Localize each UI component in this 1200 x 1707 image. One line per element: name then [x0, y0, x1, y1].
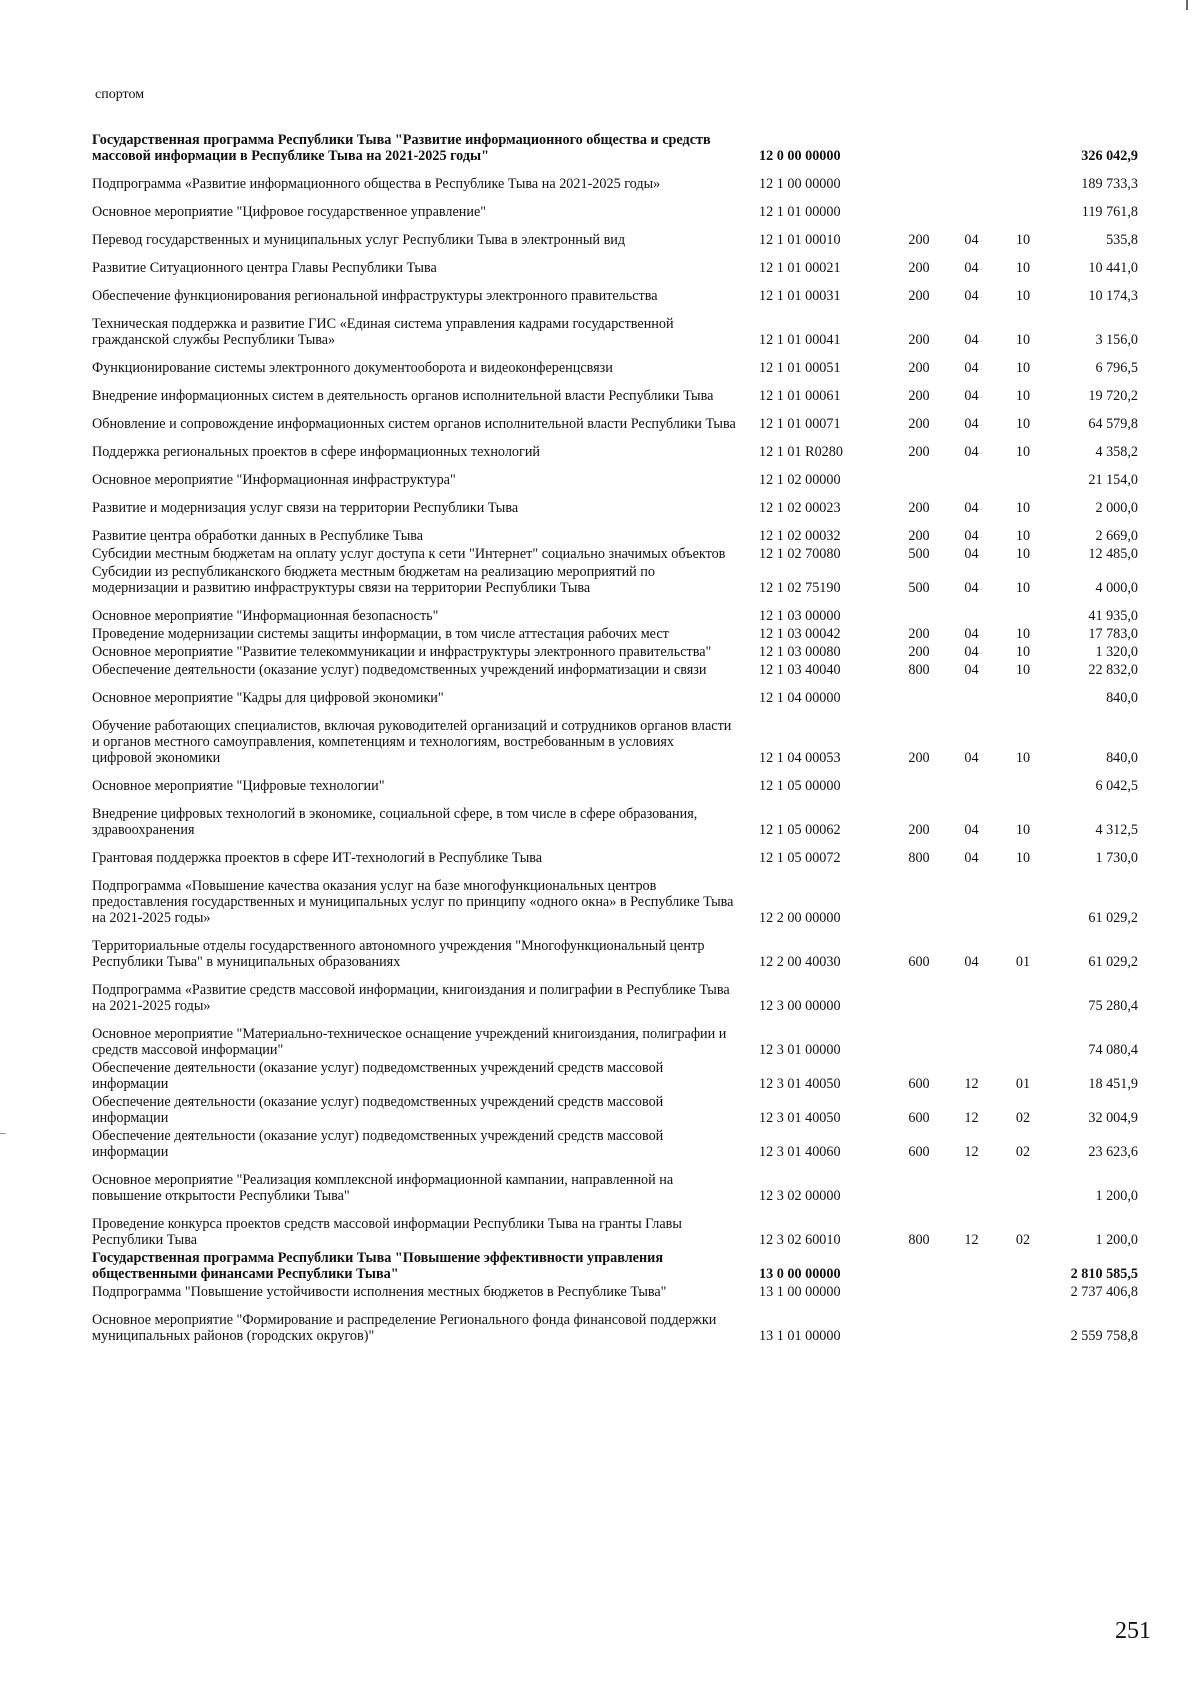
- row-name: Основное мероприятие "Информационная безопасность": [92, 608, 439, 624]
- row-expense-type-code: 200: [908, 332, 930, 348]
- row-target-article-code: 12 1 03 00000: [759, 608, 841, 624]
- row-section-code: 04: [964, 232, 979, 248]
- row-amount: 2 737 406,8: [1070, 1284, 1138, 1300]
- budget-table-body: [92, 132, 1140, 1356]
- table-row: [92, 1026, 1140, 1060]
- row-amount: 2 810 585,5: [1070, 1266, 1138, 1282]
- row-subsection-code: 10: [1015, 580, 1031, 596]
- row-name: Субсидии местным бюджетам на оплату услуг доступа к сети "Интернет" социально значимых объектов: [92, 546, 726, 562]
- row-target-article-code: 12 1 03 00042: [759, 626, 841, 642]
- row-section-code: [944, 982, 999, 1026]
- row-amount: 189 733,3: [1081, 176, 1138, 192]
- row-expense-type-code: [894, 1172, 944, 1216]
- row-amount: 4 312,5: [1095, 822, 1138, 838]
- row-amount: 22 832,0: [1088, 662, 1138, 678]
- row-subsection-code: 01: [1015, 1076, 1031, 1092]
- table-row: [92, 444, 1140, 472]
- row-section-code: 12: [964, 1144, 979, 1160]
- row-target-article-code: 12 1 04 00053: [759, 750, 841, 766]
- row-subsection-code: 10: [1015, 822, 1031, 838]
- table-row: [92, 1312, 1140, 1356]
- row-expense-type-code: [894, 176, 944, 204]
- row-subsection-code: [999, 878, 1047, 938]
- row-subsection-code: 10: [1015, 644, 1031, 660]
- row-section-code: 04: [964, 822, 979, 838]
- row-section-code: 12: [964, 1110, 979, 1126]
- row-amount: 1 200,0: [1095, 1232, 1138, 1248]
- row-subsection-code: 10: [1015, 388, 1031, 404]
- table-row: [92, 564, 1140, 608]
- row-subsection-code: 10: [1015, 626, 1031, 642]
- row-target-article-code: 13 1 01 00000: [759, 1328, 841, 1344]
- row-subsection-code: 10: [1015, 444, 1031, 460]
- row-name: Основное мероприятие "Формирование и распределение Регионального фонда финансовой поддержки муниципальных районов (городских округов)": [92, 1312, 717, 1344]
- row-target-article-code: 12 1 00 00000: [759, 176, 841, 192]
- row-section-code: [944, 878, 999, 938]
- row-expense-type-code: [894, 878, 944, 938]
- row-name: Грантовая поддержка проектов в сфере ИТ-технологий в Республике Тыва: [92, 850, 543, 866]
- table-row: [92, 718, 1140, 778]
- row-subsection-code: 02: [1015, 1110, 1031, 1126]
- row-section-code: 04: [964, 388, 979, 404]
- row-expense-type-code: [894, 472, 944, 500]
- row-amount: 1 200,0: [1095, 1188, 1138, 1204]
- row-section-code: [944, 690, 999, 718]
- row-target-article-code: 13 1 00 00000: [759, 1284, 841, 1300]
- row-section-code: 04: [964, 288, 979, 304]
- row-name: Подпрограмма "Повышение устойчивости исполнения местных бюджетов в Республике Тыва": [92, 1284, 667, 1300]
- table-row: [92, 690, 1140, 718]
- row-expense-type-code: 200: [908, 750, 930, 766]
- row-expense-type-code: 200: [908, 444, 930, 460]
- row-subsection-code: 10: [1015, 288, 1031, 304]
- row-amount: 61 029,2: [1088, 954, 1138, 970]
- table-row: [92, 1284, 1140, 1312]
- row-section-code: [944, 472, 999, 500]
- row-amount: 840,0: [1106, 690, 1138, 706]
- row-target-article-code: 12 1 02 75190: [759, 580, 841, 596]
- row-name: Основное мероприятие "Развитие телекоммуникации и инфраструктуры электронного правительства": [92, 644, 712, 660]
- row-expense-type-code: [894, 1284, 944, 1312]
- row-target-article-code: 12 1 02 00023: [759, 500, 841, 516]
- row-name: Обеспечение деятельности (оказание услуг) подведомственных учреждений средств массовой информации: [92, 1128, 664, 1160]
- row-subsection-code: [999, 1284, 1047, 1312]
- row-expense-type-code: 200: [908, 626, 930, 642]
- row-amount: 6 042,5: [1095, 778, 1138, 794]
- row-amount: 12 485,0: [1088, 546, 1138, 562]
- row-target-article-code: 12 3 02 60010: [759, 1232, 841, 1248]
- row-amount: 75 280,4: [1088, 998, 1138, 1014]
- row-name: Перевод государственных и муниципальных услуг Республики Тыва в электронный вид: [92, 232, 626, 248]
- row-name: Субсидии из республиканского бюджета местным бюджетам на реализацию мероприятий по модернизации и развитию инфраструктуры связи на территории Республики Тыва: [92, 564, 655, 596]
- row-amount: 10 174,3: [1088, 288, 1138, 304]
- row-subsection-code: 10: [1015, 850, 1031, 866]
- row-expense-type-code: 800: [908, 1232, 930, 1248]
- row-name: Государственная программа Республики Тыва "Развитие информационного общества и средств массовой информации в Республике Тыва на 2021-2025 годы": [92, 132, 711, 164]
- row-subsection-code: [999, 1250, 1047, 1284]
- row-target-article-code: 12 3 02 00000: [759, 1188, 841, 1204]
- row-section-code: 04: [964, 260, 979, 276]
- row-section-code: 12: [964, 1232, 979, 1248]
- row-name: Обеспечение деятельности (оказание услуг) подведомственных учреждений информатизации и связи: [92, 662, 707, 678]
- row-expense-type-code: 800: [908, 662, 930, 678]
- row-section-code: [944, 176, 999, 204]
- row-target-article-code: 12 1 01 00021: [759, 260, 841, 276]
- budget-table: [92, 132, 1140, 1356]
- row-name: Внедрение цифровых технологий в экономике, социальной сфере, в том числе в сфере образования, здравоохранения: [92, 806, 698, 838]
- table-row: [92, 850, 1140, 878]
- row-expense-type-code: 600: [908, 954, 930, 970]
- row-name: Проведение модернизации системы защиты информации, в том числе аттестация рабочих мест: [92, 626, 669, 642]
- row-target-article-code: 12 1 05 00072: [759, 850, 841, 866]
- row-subsection-code: [999, 176, 1047, 204]
- row-section-code: [944, 1172, 999, 1216]
- row-amount: 18 451,9: [1088, 1076, 1138, 1092]
- row-expense-type-code: 600: [908, 1076, 930, 1092]
- row-amount: 2 559 758,8: [1070, 1328, 1138, 1344]
- row-subsection-code: 10: [1015, 260, 1031, 276]
- row-name: Проведение конкурса проектов средств массовой информации Республики Тыва на гранты Главы Республики Тыва: [92, 1216, 682, 1248]
- table-row: [92, 806, 1140, 850]
- row-section-code: 04: [964, 546, 979, 562]
- row-name: Государственная программа Республики Тыва "Повышение эффективности управления общественными финансами Республики Тыва": [92, 1250, 664, 1282]
- row-section-code: 12: [964, 1076, 979, 1092]
- row-subsection-code: 10: [1015, 416, 1031, 432]
- row-section-code: 04: [964, 580, 979, 596]
- row-section-code: [944, 608, 999, 626]
- row-subsection-code: [999, 1312, 1047, 1356]
- row-section-code: 04: [964, 662, 979, 678]
- row-expense-type-code: 800: [908, 850, 930, 866]
- row-expense-type-code: [894, 690, 944, 718]
- row-section-code: [944, 778, 999, 806]
- table-row: [92, 132, 1140, 176]
- row-section-code: [944, 1284, 999, 1312]
- row-amount: 32 004,9: [1088, 1110, 1138, 1126]
- row-subsection-code: [999, 690, 1047, 718]
- table-row: [92, 878, 1140, 938]
- row-amount: 3 156,0: [1095, 332, 1138, 348]
- row-subsection-code: [999, 1026, 1047, 1060]
- row-section-code: [944, 1312, 999, 1356]
- row-target-article-code: 12 3 01 40060: [759, 1144, 841, 1160]
- row-subsection-code: 10: [1015, 332, 1031, 348]
- row-section-code: 04: [964, 750, 979, 766]
- row-expense-type-code: 200: [908, 260, 930, 276]
- row-section-code: 04: [964, 626, 979, 642]
- row-target-article-code: 12 1 01 R0280: [759, 444, 843, 460]
- row-name: Подпрограмма «Развитие информационного общества в Республике Тыва на 2021-2025 годы»: [92, 176, 661, 192]
- row-name: Подпрограмма «Повышение качества оказания услуг на базе многофункциональных центров предоставления государственных и муниципальных услуг по принципу «одного окна» в Республике Тыва на 2021-2025 годы»: [92, 878, 734, 926]
- row-expense-type-code: [894, 1312, 944, 1356]
- row-section-code: 04: [964, 500, 979, 516]
- table-row: [92, 778, 1140, 806]
- row-amount: 119 761,8: [1081, 204, 1138, 220]
- row-name: Функционирование системы электронного документооборота и видеоконференцсвязи: [92, 360, 613, 376]
- row-target-article-code: 12 1 01 00010: [759, 232, 841, 248]
- row-name: Внедрение информационных систем в деятельность органов исполнительной власти Республики Тыва: [92, 388, 714, 404]
- row-name: Обеспечение деятельности (оказание услуг) подведомственных учреждений средств массовой информации: [92, 1060, 664, 1092]
- row-expense-type-code: [894, 1026, 944, 1060]
- table-row: [92, 472, 1140, 500]
- row-amount: 2 669,0: [1095, 528, 1138, 544]
- table-row: [92, 1250, 1140, 1284]
- row-expense-type-code: 600: [908, 1144, 930, 1160]
- row-expense-type-code: 200: [908, 360, 930, 376]
- row-target-article-code: 12 1 02 00000: [759, 472, 841, 488]
- row-name: Основное мероприятие "Цифровые технологии": [92, 778, 385, 794]
- row-amount: 10 441,0: [1088, 260, 1138, 276]
- row-target-article-code: 12 1 01 00000: [759, 204, 841, 220]
- row-target-article-code: 12 3 01 00000: [759, 1042, 841, 1058]
- row-expense-type-code: 200: [908, 644, 930, 660]
- row-expense-type-code: [894, 608, 944, 626]
- row-section-code: 04: [964, 360, 979, 376]
- row-section-code: 04: [964, 332, 979, 348]
- row-expense-type-code: [894, 204, 944, 232]
- row-amount: 21 154,0: [1088, 472, 1138, 488]
- table-row: [92, 1094, 1140, 1128]
- row-subsection-code: [999, 132, 1047, 176]
- table-row: [92, 608, 1140, 626]
- row-target-article-code: 12 1 02 00032: [759, 528, 841, 544]
- table-row: [92, 528, 1140, 546]
- table-row: [92, 982, 1140, 1026]
- row-amount: 61 029,2: [1088, 910, 1138, 926]
- row-subsection-code: 02: [1015, 1232, 1031, 1248]
- table-row: [92, 1216, 1140, 1250]
- lead-text: спортом: [95, 87, 145, 102]
- row-subsection-code: 10: [1015, 662, 1031, 678]
- row-name: Основное мероприятие "Информационная инфраструктура": [92, 472, 456, 488]
- row-subsection-code: 10: [1015, 750, 1031, 766]
- table-row: [92, 360, 1140, 388]
- row-target-article-code: 12 3 01 40050: [759, 1110, 841, 1126]
- row-subsection-code: 10: [1015, 546, 1031, 562]
- row-target-article-code: 12 1 05 00000: [759, 778, 841, 794]
- row-expense-type-code: 500: [908, 546, 930, 562]
- row-amount: 41 935,0: [1088, 608, 1138, 624]
- table-row: [92, 176, 1140, 204]
- table-row: [92, 500, 1140, 528]
- row-expense-type-code: 200: [908, 500, 930, 516]
- row-subsection-code: [999, 204, 1047, 232]
- table-row: [92, 1060, 1140, 1094]
- row-expense-type-code: 200: [908, 232, 930, 248]
- row-expense-type-code: 200: [908, 528, 930, 544]
- row-name: Развитие центра обработки данных в Республике Тыва: [92, 528, 424, 544]
- table-row: [92, 938, 1140, 982]
- row-target-article-code: 12 1 01 00031: [759, 288, 841, 304]
- table-row: [92, 316, 1140, 360]
- page-number: 251: [1115, 1618, 1151, 1644]
- row-expense-type-code: [894, 982, 944, 1026]
- table-row: [92, 416, 1140, 444]
- row-name: Основное мероприятие "Материально-техническое оснащение учреждений книгоиздания, полиграфии и средств массовой информации": [92, 1026, 727, 1058]
- row-subsection-code: [999, 472, 1047, 500]
- table-row: [92, 1128, 1140, 1172]
- row-target-article-code: 13 0 00 00000: [759, 1266, 841, 1282]
- row-amount: 2 000,0: [1095, 500, 1138, 516]
- row-name: Техническая поддержка и развитие ГИС «Единая система управления кадрами государственной гражданской службы Республики Тыва»: [92, 316, 674, 348]
- row-subsection-code: 10: [1015, 360, 1031, 376]
- row-expense-type-code: [894, 132, 944, 176]
- row-target-article-code: 12 3 01 40050: [759, 1076, 841, 1092]
- row-name: Развитие Ситуационного центра Главы Республики Тыва: [92, 260, 437, 276]
- row-expense-type-code: 200: [908, 416, 930, 432]
- row-expense-type-code: 200: [908, 388, 930, 404]
- row-amount: 1 320,0: [1095, 644, 1138, 660]
- row-amount: 1 730,0: [1095, 850, 1138, 866]
- table-row: [92, 546, 1140, 564]
- row-name: Основное мероприятие "Цифровое государственное управление": [92, 204, 487, 220]
- row-amount: 326 042,9: [1081, 148, 1138, 164]
- row-amount: 4 000,0: [1095, 580, 1138, 596]
- row-target-article-code: 12 2 00 00000: [759, 910, 841, 926]
- scan-edge-mark: [1186, 0, 1188, 10]
- row-name: Обеспечение функционирования региональной инфраструктуры электронного правительства: [92, 288, 658, 304]
- row-target-article-code: 12 1 01 00061: [759, 388, 841, 404]
- row-name: Развитие и модернизация услуг связи на территории Республики Тыва: [92, 500, 519, 516]
- row-section-code: [944, 132, 999, 176]
- row-section-code: 04: [964, 528, 979, 544]
- row-target-article-code: 12 1 04 00000: [759, 690, 841, 706]
- row-subsection-code: [999, 608, 1047, 626]
- row-name: Подпрограмма «Развитие средств массовой информации, книгоиздания и полиграфии в Республике Тыва на 2021-2025 годы»: [92, 982, 730, 1014]
- row-expense-type-code: 600: [908, 1110, 930, 1126]
- table-row: [92, 662, 1140, 690]
- row-target-article-code: 12 1 01 00071: [759, 416, 841, 432]
- row-expense-type-code: 500: [908, 580, 930, 596]
- row-subsection-code: [999, 1172, 1047, 1216]
- row-section-code: [944, 1026, 999, 1060]
- row-name: Поддержка региональных проектов в сфере информационных технологий: [92, 444, 541, 460]
- row-name: Основное мероприятие "Реализация комплексной информационной кампании, направленной на повышение открытости Республики Тыва": [92, 1172, 674, 1204]
- table-row: [92, 626, 1140, 644]
- row-target-article-code: 12 1 03 00080: [759, 644, 841, 660]
- row-subsection-code: 10: [1015, 232, 1031, 248]
- row-expense-type-code: [894, 1250, 944, 1284]
- row-expense-type-code: 200: [908, 822, 930, 838]
- row-amount: 4 358,2: [1095, 444, 1138, 460]
- row-section-code: 04: [964, 444, 979, 460]
- row-subsection-code: [999, 778, 1047, 806]
- table-row: [92, 204, 1140, 232]
- row-amount: 840,0: [1106, 750, 1138, 766]
- table-row: [92, 232, 1140, 260]
- row-target-article-code: 12 1 03 40040: [759, 662, 841, 678]
- row-subsection-code: 02: [1015, 1144, 1031, 1160]
- row-target-article-code: 12 1 01 00041: [759, 332, 841, 348]
- row-name: Обновление и сопровождение информационных систем органов исполнительной власти Республики Тыва: [92, 416, 736, 432]
- row-section-code: 04: [964, 850, 979, 866]
- row-amount: 64 579,8: [1088, 416, 1138, 432]
- scan-side-mark: [0, 1133, 6, 1134]
- table-row: [92, 388, 1140, 416]
- table-row: [92, 644, 1140, 662]
- row-subsection-code: 10: [1015, 528, 1031, 544]
- row-section-code: 04: [964, 416, 979, 432]
- row-name: Обучение работающих специалистов, включая руководителей организаций и сотрудников органов власти и органов местного самоуправления, компетенциям и технологиям, востребованным в условиях цифровой экономики: [92, 718, 732, 766]
- table-row: [92, 1172, 1140, 1216]
- table-row: [92, 260, 1140, 288]
- row-section-code: 04: [964, 644, 979, 660]
- row-name: Территориальные отделы государственного автономного учреждения "Многофункциональный центр Республики Тыва" в муниципальных образованиях: [92, 938, 705, 970]
- row-subsection-code: 10: [1015, 500, 1031, 516]
- row-name: Основное мероприятие "Кадры для цифровой экономики": [92, 690, 444, 706]
- row-expense-type-code: [894, 778, 944, 806]
- row-amount: 23 623,6: [1088, 1144, 1138, 1160]
- row-subsection-code: [999, 982, 1047, 1026]
- row-expense-type-code: 200: [908, 288, 930, 304]
- row-target-article-code: 12 1 01 00051: [759, 360, 841, 376]
- row-amount: 17 783,0: [1088, 626, 1138, 642]
- row-section-code: [944, 1250, 999, 1284]
- row-target-article-code: 12 0 00 00000: [759, 148, 841, 164]
- table-row: [92, 288, 1140, 316]
- row-amount: 535,8: [1106, 232, 1138, 248]
- row-name: Обеспечение деятельности (оказание услуг) подведомственных учреждений средств массовой информации: [92, 1094, 664, 1126]
- row-subsection-code: 01: [1015, 954, 1031, 970]
- row-target-article-code: 12 2 00 40030: [759, 954, 841, 970]
- row-section-code: [944, 204, 999, 232]
- row-target-article-code: 12 1 02 70080: [759, 546, 841, 562]
- row-target-article-code: 12 1 05 00062: [759, 822, 841, 838]
- row-amount: 74 080,4: [1088, 1042, 1138, 1058]
- row-amount: 6 796,5: [1095, 360, 1138, 376]
- row-section-code: 04: [964, 954, 979, 970]
- row-target-article-code: 12 3 00 00000: [759, 998, 841, 1014]
- row-amount: 19 720,2: [1088, 388, 1138, 404]
